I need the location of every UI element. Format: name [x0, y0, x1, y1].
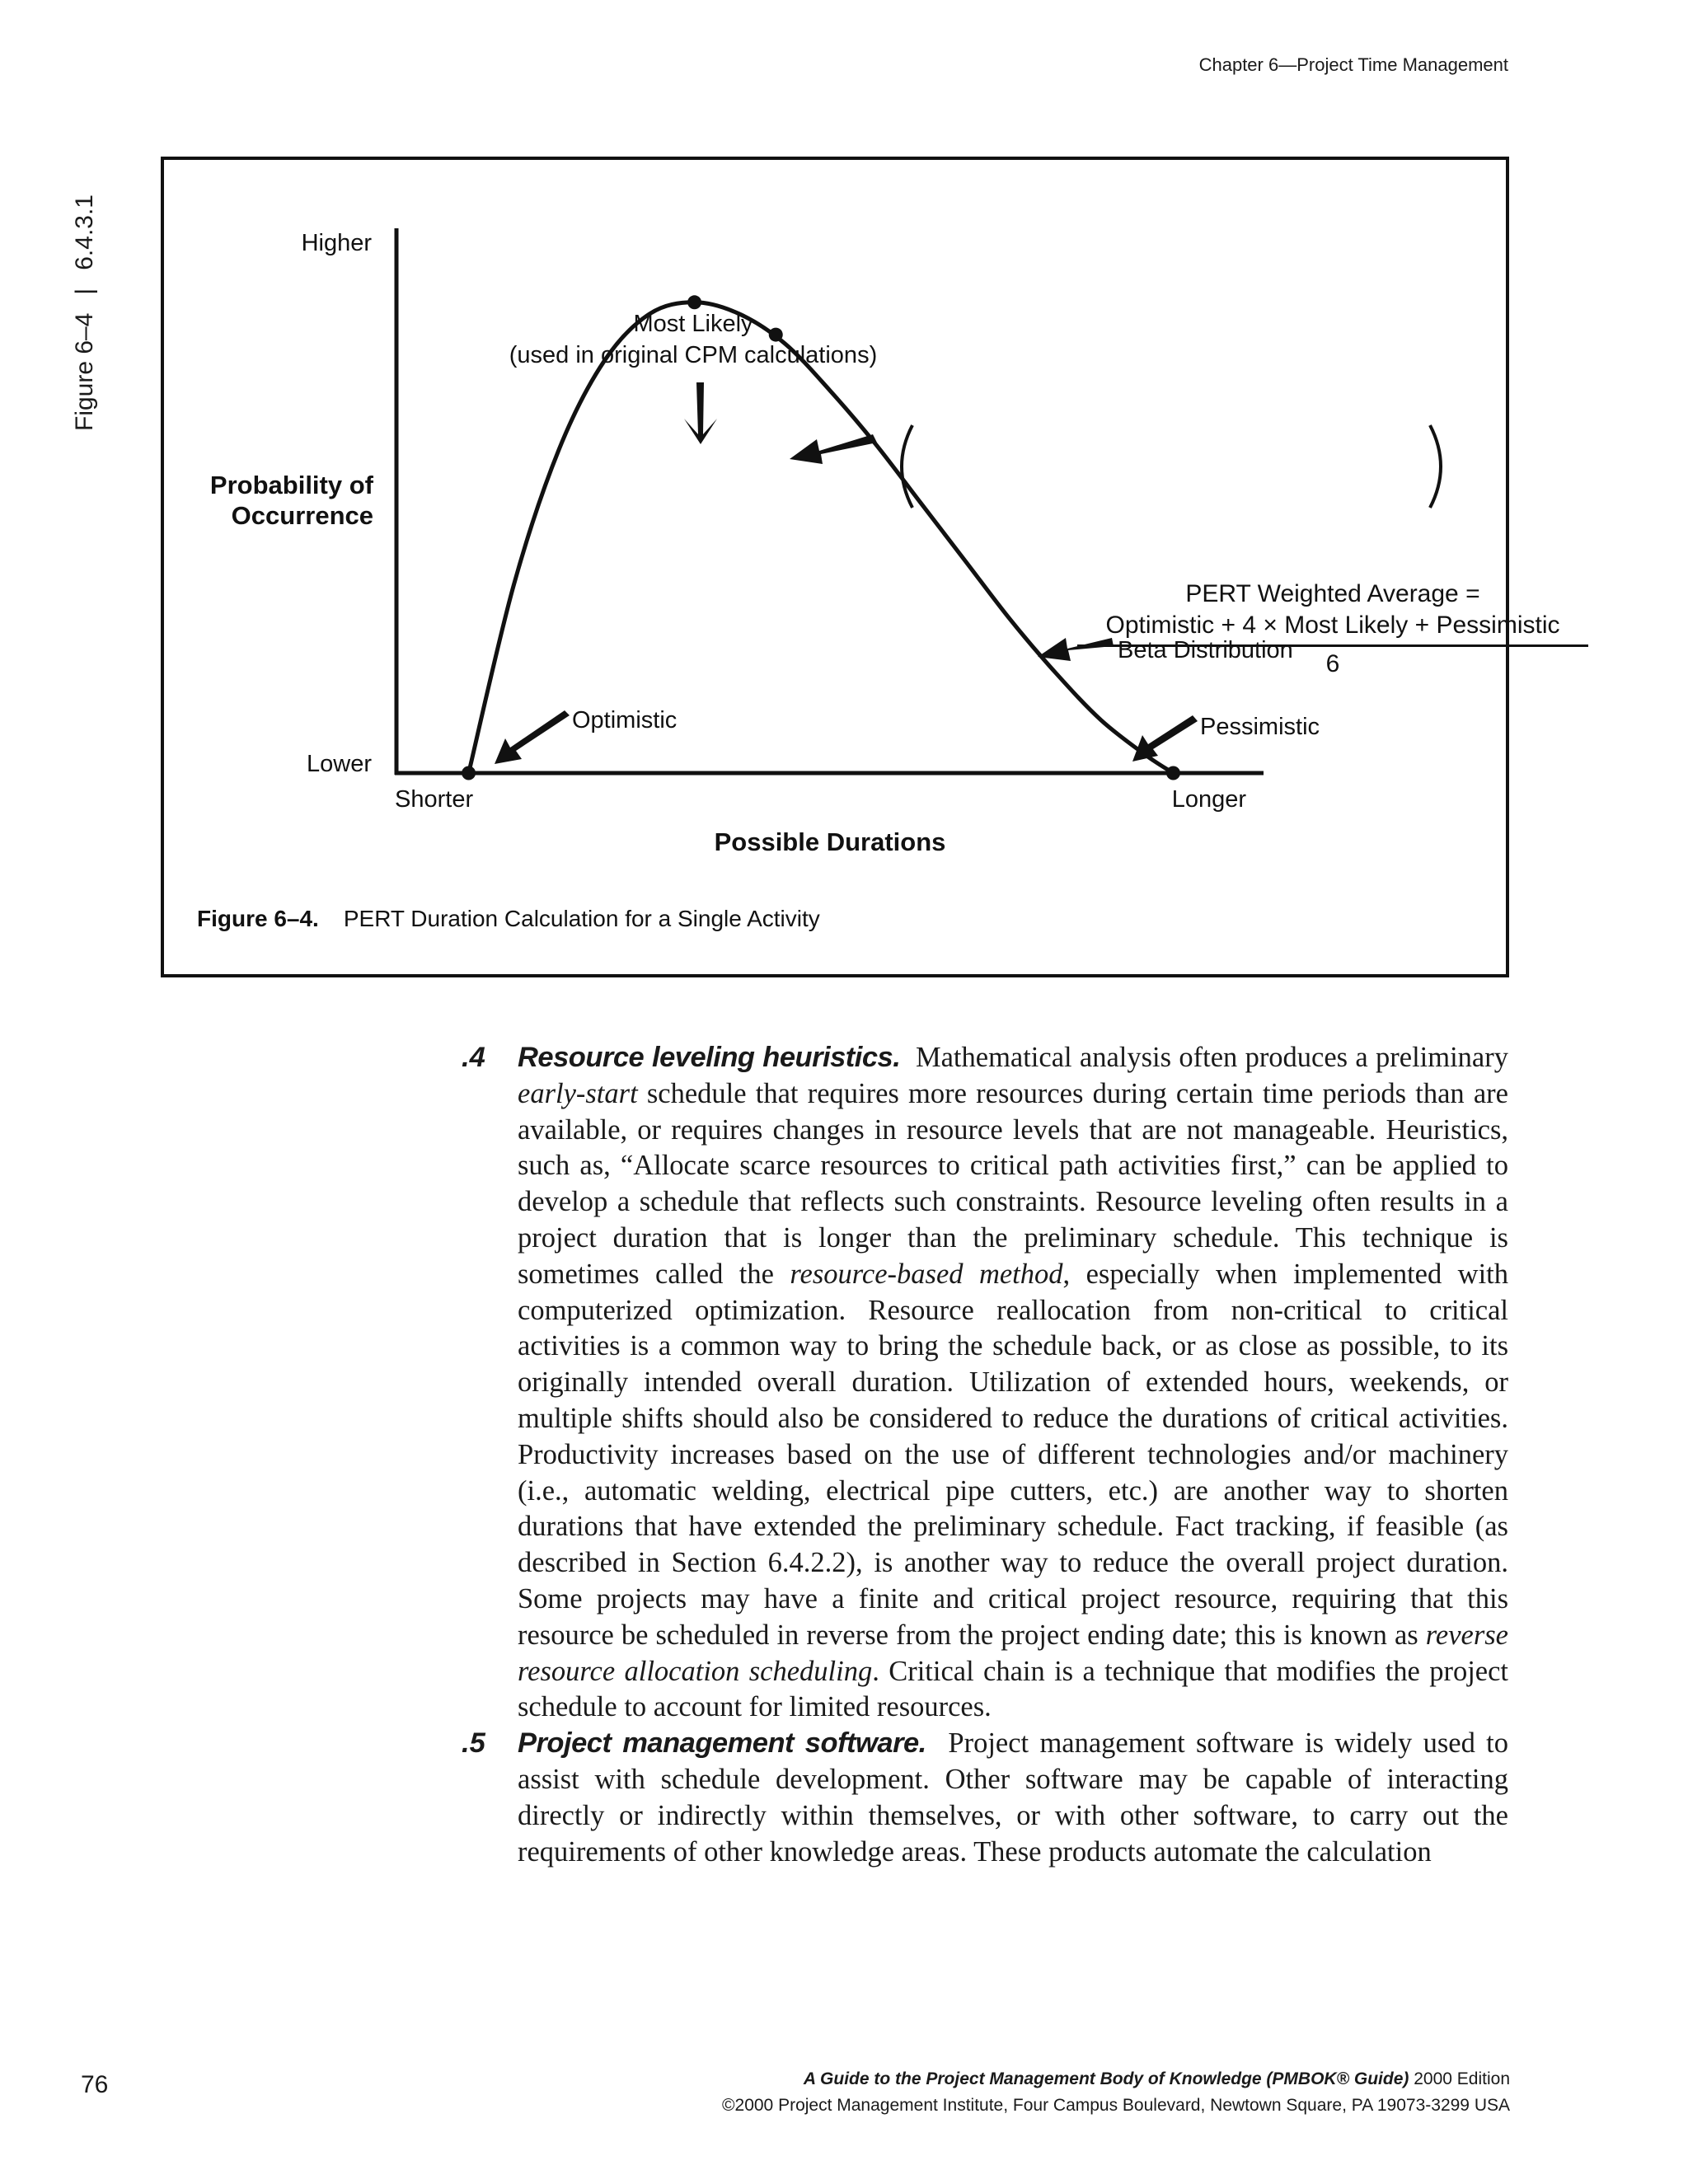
figure-box — [161, 157, 1560, 977]
side-tab-separator: | — [71, 288, 98, 295]
most-likely-arrow — [684, 382, 717, 444]
y-axis-lower-label: Lower — [307, 751, 372, 777]
paragraph-segment: . Critical chain is a technique that modifies the project schedule to account for limited resources. — [518, 1655, 1508, 1723]
pessimistic-arrow — [1132, 715, 1198, 762]
y-axis-title-line1: Probability of — [209, 471, 373, 499]
y-axis-title-line2: Occurrence — [231, 501, 373, 530]
optimistic-label: Optimistic — [572, 707, 678, 733]
chart-axes — [395, 228, 1264, 775]
x-axis-title: Possible Durations — [714, 827, 946, 856]
list-item-pm-software — [462, 1726, 1509, 1870]
item-term: Project management software. — [518, 1727, 926, 1760]
pert-formula — [1077, 580, 1588, 683]
paragraph-italic-segment: reverse resource allocation scheduling — [518, 1619, 1508, 1687]
figure-caption — [197, 906, 820, 932]
page-number: 76 — [81, 2071, 109, 2098]
x-axis-shorter-label: Shorter — [395, 786, 474, 813]
paragraph-segment: Mathematical analysis often produces a preliminary — [915, 1042, 1508, 1073]
formula-left-paren — [902, 425, 912, 508]
optimistic-arrow — [495, 710, 570, 764]
footer-title-line — [528, 2066, 1510, 2093]
pert-chart — [164, 160, 1506, 974]
most-likely-sublabel: (used in original CPM calculations) — [509, 342, 878, 368]
page-footer — [528, 2066, 1510, 2119]
paragraph-segment: schedule that requires more resources during certain time periods than are available, or requires changes in resource levels that are not manageable. Heuristics, such as, “Allocate scarce resources to critical path activities first,” can be applied to develop a schedule that reflects such constraints. Resource leveling often results in a project duration that is longer than the preliminary schedule. This technique is sometimes called the — [518, 1077, 1508, 1290]
most-likely-label: Most Likely — [633, 311, 753, 337]
point-pert-weighted-average — [769, 328, 783, 342]
footer-edition: 2000 Edition — [1414, 2069, 1510, 2088]
beta-distribution-label: Beta Distribution — [1118, 637, 1293, 663]
paragraph-segment: , especially when implemented with computerized optimization. Resource reallocation from non-critical to critical activities is a common way to bring the schedule back, or as close as possible, to its originally intended overall duration. Utilization of extended hours, weekends, or multiple shifts should also be considered to reduce the durations of critical activities. Productivity increases based on the use of different technologies and/or machinery (i.e., automatic welding, electrical pipe cutters, etc.) are another way to shorten durations that have extended the preliminary schedule. Fact tracking, if feasible (as described in Section 6.4.2.2), is another way to reduce the overall project duration. Some projects may have a finite and critical project resource, requiring that this resource be scheduled in reverse from the project ending date; this is known as — [518, 1258, 1509, 1651]
paragraph-segment: Project management software is widely used to assist with schedule development. Other software may be capable of interacting directly or indirectly within themselves, or with other software, to carry out the requirements of other knowledge areas. These products automate the calculation — [518, 1727, 1509, 1868]
formula-numerator: Optimistic + 4 × Most Likely + Pessimistic — [1077, 612, 1588, 647]
paragraph-italic-segment: resource-based method — [790, 1258, 1063, 1290]
point-most-likely — [687, 295, 701, 309]
pert-average-arrow — [790, 434, 877, 464]
side-tab-figure: Figure 6–4 — [71, 312, 98, 431]
footer-book-title: A Guide to the Project Management Body of Knowledge (PMBOK® Guide) — [803, 2069, 1409, 2088]
y-axis-higher-label: Higher — [301, 230, 372, 256]
series-line-beta-distribution — [469, 302, 1174, 773]
x-axis-longer-label: Longer — [1171, 786, 1246, 813]
formula-title: PERT Weighted Average = — [1185, 580, 1480, 607]
point-pessimistic — [1166, 766, 1180, 780]
body-text — [462, 1040, 1509, 1870]
running-head: Chapter 6—Project Time Management — [1198, 54, 1508, 75]
pessimistic-label: Pessimistic — [1200, 714, 1320, 740]
item-term: Resource leveling heuristics. — [518, 1042, 901, 1073]
figure-caption-text: PERT Duration Calculation for a Single Activity — [343, 906, 820, 931]
footer-copyright: ©2000 Project Management Institute, Four Campus Boulevard, Newtown Square, PA 19073-3299 USA — [722, 2096, 1510, 2115]
item-number: .4 — [462, 1042, 485, 1073]
formula-right-paren — [1430, 425, 1441, 508]
list-item-resource-leveling — [462, 1040, 1509, 1726]
chart-series — [469, 302, 1174, 773]
paragraph-italic-segment: early-start — [518, 1077, 638, 1109]
point-optimistic — [462, 766, 476, 780]
formula-denominator: 6 — [1325, 650, 1340, 677]
figure-caption-label: Figure 6–4. — [197, 906, 319, 931]
side-tab — [64, 101, 106, 431]
item-number: .5 — [462, 1727, 485, 1760]
side-tab-section: 6.4.3.1 — [71, 194, 98, 270]
